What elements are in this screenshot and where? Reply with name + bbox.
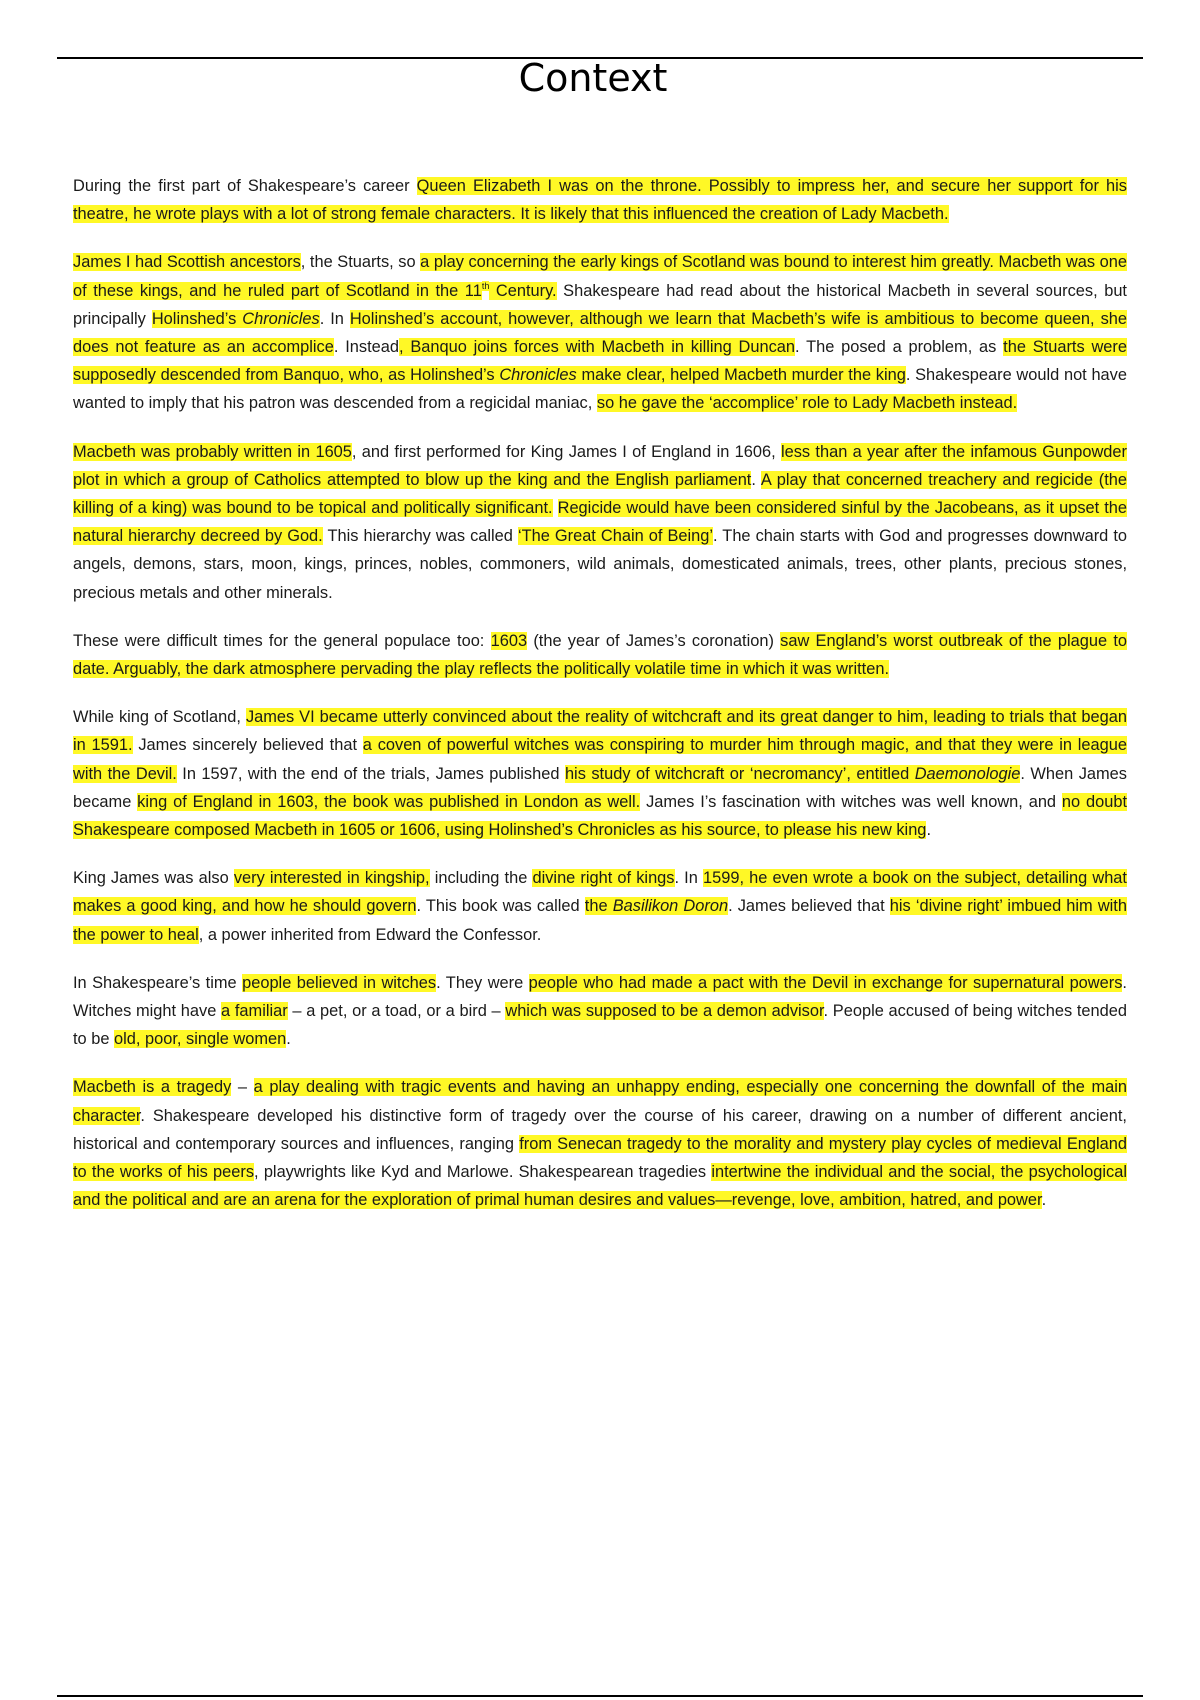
highlighted-text: his ‘divine right’ imbued him with the power to heal <box>73 897 1127 944</box>
text-run: . They were <box>436 973 529 992</box>
highlighted-text: less than a year after the infamous Gunpowder plot in which a group of Catholics attempted to blow up the king and the English parliament <box>73 442 1127 489</box>
text-run: . The chain starts with God and progresses downward to angels, demons, stars, moon, kings, princes, nobles, commoners, wild animals, domesticated animals, trees, other plants, precious stones, precious metals and other minerals. <box>73 527 1127 602</box>
highlighted-text: Macbeth is a tragedy <box>73 1078 232 1097</box>
text-run: This hierarchy was called <box>322 527 518 546</box>
highlighted-text: Daemonologie <box>914 764 1021 783</box>
highlighted-text: from Senecan tragedy to the morality and mystery play cycles of medieval England to the works of his peers <box>73 1134 1128 1182</box>
text-run: – <box>231 1078 254 1097</box>
highlighted-text: people who had made a pact with the Devil in exchange for supernatural powers <box>528 973 1123 992</box>
text-run: James I’s fascination with witches was well known, and <box>640 792 1062 811</box>
text-run: . <box>1041 1191 1047 1210</box>
text-run: While king of Scotland, <box>73 708 246 727</box>
highlighted-text: , Banquo joins forces with Macbeth in killing Duncan <box>399 338 796 357</box>
text-run: . When James became <box>73 764 1127 811</box>
text-run: These were difficult times for the general populace too: <box>73 631 491 650</box>
highlighted-text: 1603 <box>490 631 528 650</box>
highlighted-text: a familiar <box>221 1002 288 1021</box>
paragraph <box>73 248 1127 417</box>
text-run: . In <box>674 869 703 888</box>
text-run: . Instead <box>333 338 399 357</box>
highlighted-text: old, poor, single women <box>114 1030 287 1049</box>
highlighted-text: ‘The Great Chain of Being’ <box>517 527 714 546</box>
text-run: . <box>286 1030 291 1049</box>
highlighted-text: saw England’s worst outbreak of the plague to date. Arguably, the dark atmosphere pervading the play reflects the politically volatile time in which it was written. <box>73 631 1127 679</box>
text-run: . In <box>319 309 350 328</box>
text-run: . <box>926 821 931 840</box>
text-run: . People accused of being witches tended to be <box>73 1002 1127 1049</box>
text-run: In 1597, with the end of the trials, James published <box>176 764 565 783</box>
highlighted-text: a play concerning the early kings of Scotland was bound to interest him greatly. Macbeth was one of these kings, and he ruled part of Scotland in the 11 <box>73 253 1127 300</box>
highlighted-text: Century. <box>489 281 557 300</box>
highlighted-text: th <box>481 281 490 292</box>
highlighted-text: king of England in 1603, the book was published in London as well. <box>137 792 641 811</box>
highlighted-text: a coven of powerful witches was conspiring to murder him through magic, and that they were in league with the Devil. <box>73 736 1128 783</box>
text-run: , a power inherited from Edward the Confessor. <box>198 925 542 944</box>
highlighted-text: Holinshed’s <box>151 309 243 328</box>
text-run: . Witches might have <box>73 973 1127 1021</box>
text-run: . The posed a problem, as <box>795 338 1004 357</box>
text-run: In Shakespeare’s time <box>73 973 243 992</box>
text-run: James sincerely believed that <box>132 736 363 755</box>
highlighted-text: the <box>584 897 613 916</box>
highlighted-text: so he gave the ‘accomplice’ role to Lady Macbeth instead. <box>596 394 1018 413</box>
text-run: . This book was called <box>416 897 585 916</box>
highlighted-text: Basilikon Doron <box>612 897 729 916</box>
page-title: Context <box>518 56 668 100</box>
text-run: Shakespeare had read about the historical Macbeth in several sources, but principally <box>73 281 1127 328</box>
highlighted-text: Regicide would have been considered sinful by the Jacobeans, as it upset the natural hierarchy decreed by God. <box>73 499 1127 546</box>
highlighted-text: a play dealing with tragic events and having an unhappy ending, especially one concerning the downfall of the main character <box>73 1078 1127 1125</box>
text-run: , and first performed for King James I of England in 1606, <box>351 442 781 461</box>
text-run: , the Stuarts, so <box>300 253 421 272</box>
highlighted-text: 1599, he even wrote a book on the subject, detailing what makes a good king, and how he should govern <box>73 869 1127 916</box>
highlighted-text: no doubt Shakespeare composed Macbeth in 1605 or 1606, using Holinshed’s Chronicles as his source, to please his new king <box>73 792 1128 840</box>
text-run: During the first part of Shakespeare’s career <box>73 177 417 195</box>
highlighted-text: Queen Elizabeth I was on the throne. Possibly to impress her, and secure her support for his theatre, he wrote plays with a lot of strong female characters. It is likely that this influenced the creation of Lady Macbeth. <box>73 177 1127 224</box>
highlighted-text: his study of witchcraft or ‘necromancy’, entitled <box>564 764 915 783</box>
text-run: King James was also <box>73 869 234 888</box>
text-run: , playwrights like Kyd and Marlowe. Shakespearean tragedies <box>254 1163 712 1182</box>
text-run: including the <box>429 869 533 888</box>
document-body <box>73 172 1127 1235</box>
highlighted-text: James I had Scottish ancestors <box>73 253 301 272</box>
paragraph <box>73 864 1127 949</box>
highlighted-text: very interested in kingship, <box>233 869 430 888</box>
bottom-rule <box>57 1695 1143 1697</box>
highlighted-text: A play that concerned treachery and regicide (the killing of a king) was bound to be topical and politically significant. <box>73 470 1128 518</box>
highlighted-text: Chronicles <box>242 309 320 328</box>
text-run: . <box>751 470 761 489</box>
text-run: – a pet, or a toad, or a bird – <box>287 1002 506 1021</box>
paragraph <box>73 627 1127 683</box>
highlighted-text: Macbeth was probably written in 1605 <box>73 442 352 461</box>
highlighted-text: make clear, helped Macbeth murder the king <box>576 366 906 385</box>
text-run <box>553 499 558 517</box>
highlighted-text: intertwine the individual and the social, the psychological and the political and are an arena for the exploration of primal human desires and values—revenge, love, ambition, hatred, and power <box>73 1163 1127 1210</box>
text-run: (the year of James’s coronation) <box>527 631 781 650</box>
paragraph <box>73 969 1127 1054</box>
paragraph <box>73 438 1127 607</box>
highlighted-text: people believed in witches <box>242 973 437 992</box>
paragraph <box>73 172 1127 228</box>
highlighted-text: Holinshed’s account, however, although we learn that Macbeth’s wife is ambitious to become queen, she does not feature as an accomplice <box>73 309 1127 357</box>
text-run: . Shakespeare would not have wanted to imply that his patron was descended from a regicidal maniac, <box>73 366 1127 413</box>
text-run: . James believed that <box>728 897 890 916</box>
paragraph <box>73 703 1127 844</box>
highlighted-text: James VI became utterly convinced about the reality of witchcraft and its great danger to him, leading to trials that began in 1591. <box>73 708 1128 755</box>
highlighted-text: which was supposed to be a demon advisor <box>505 1002 824 1021</box>
highlighted-text: the Stuarts were supposedly descended from Banquo, who, as Holinshed’s <box>73 338 1127 385</box>
paragraph <box>73 1073 1127 1214</box>
highlighted-text: Chronicles <box>499 366 577 385</box>
highlighted-text: divine right of kings <box>532 869 675 888</box>
text-run: . Shakespeare developed his distinctive form of tragedy over the course of his career, drawing on a number of different ancient, historical and contemporary sources and influences, ranging <box>73 1106 1127 1153</box>
